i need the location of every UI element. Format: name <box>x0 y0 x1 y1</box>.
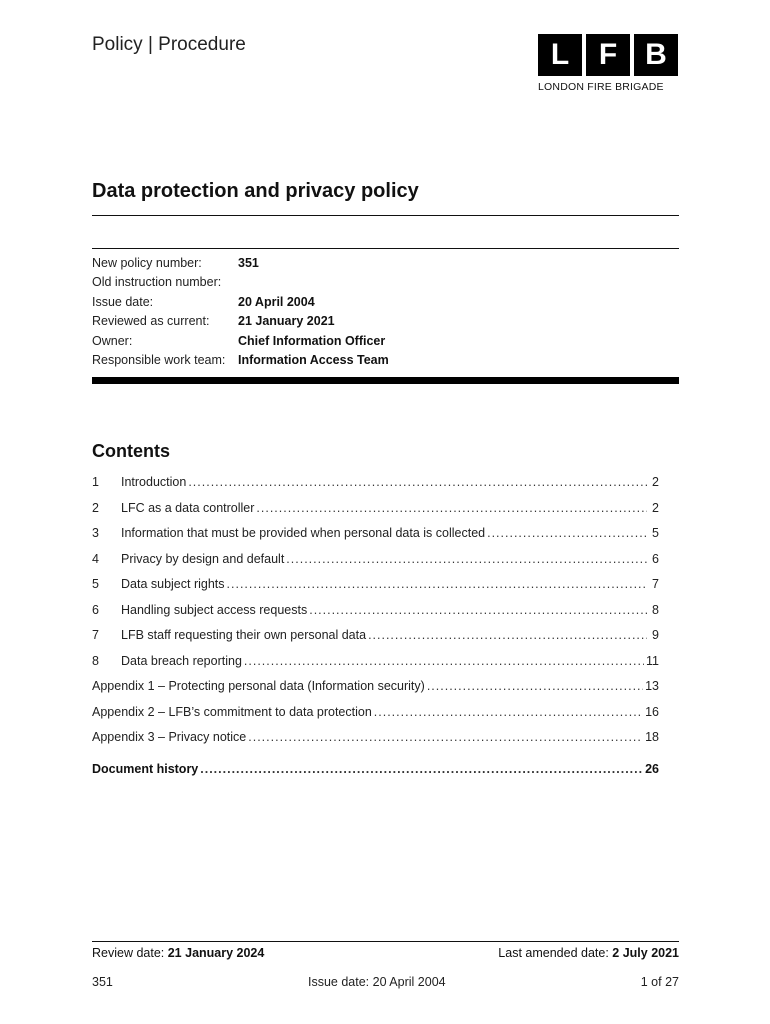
toc-leader <box>374 700 643 726</box>
toc-item[interactable] <box>92 547 659 573</box>
toc-page: 13 <box>645 679 659 693</box>
policy-metadata <box>92 253 679 370</box>
toc-number: 8 <box>92 653 99 668</box>
toc-item-appendix[interactable] <box>92 674 659 700</box>
meta-label: Owner: <box>92 333 133 348</box>
meta-top-divider <box>92 248 679 249</box>
toc-page: 5 <box>652 526 659 540</box>
toc-number: 3 <box>92 526 99 540</box>
toc-number: 6 <box>92 602 99 617</box>
meta-row-work-team <box>92 351 679 371</box>
toc-leader <box>248 725 643 751</box>
table-of-contents <box>92 470 659 782</box>
toc-title: Appendix 1 – Protecting personal data (Information security) <box>92 679 425 693</box>
amended-date <box>498 946 679 960</box>
toc-leader <box>286 547 647 573</box>
meta-row-policy-number <box>92 253 679 273</box>
document-type: Policy | Procedure <box>92 34 246 55</box>
amended-date-label: Last amended date: <box>498 946 613 960</box>
toc-title: Document history <box>92 761 199 776</box>
toc-item[interactable] <box>92 649 659 675</box>
toc-item-document-history[interactable] <box>92 757 659 783</box>
toc-page: 16 <box>645 704 659 719</box>
toc-leader <box>487 521 647 547</box>
meta-row-owner <box>92 331 679 351</box>
toc-number: 5 <box>92 577 99 591</box>
meta-row-old-instruction <box>92 273 679 293</box>
toc-title: Handling subject access requests <box>121 602 308 617</box>
title-divider <box>92 215 679 216</box>
meta-value: 351 <box>238 255 259 270</box>
toc-leader <box>309 598 647 624</box>
toc-item[interactable] <box>92 623 659 649</box>
toc-item[interactable] <box>92 598 659 624</box>
page-number: 1 of 27 <box>640 975 679 989</box>
toc-page: 18 <box>645 730 659 744</box>
meta-label: New policy number: <box>92 255 202 270</box>
toc-leader <box>188 470 647 496</box>
toc-page: 8 <box>652 602 659 617</box>
toc-number: 1 <box>92 475 99 489</box>
toc-leader <box>368 623 647 649</box>
review-date-label: Review date: <box>92 946 168 960</box>
toc-leader <box>427 674 643 700</box>
toc-item-appendix[interactable] <box>92 725 659 751</box>
review-date <box>92 946 264 960</box>
toc-page: 2 <box>652 475 659 489</box>
meta-value: 21 January 2021 <box>238 314 335 329</box>
page-title: Data protection and privacy policy <box>92 180 419 202</box>
toc-page: 11 <box>646 653 659 668</box>
toc-page: 7 <box>652 577 659 591</box>
meta-value: 20 April 2004 <box>238 294 315 309</box>
meta-label: Responsible work team: <box>92 353 226 368</box>
toc-title: Introduction <box>121 475 187 489</box>
logo-letter-l: L <box>538 34 582 76</box>
toc-title: LFB staff requesting their own personal data <box>121 628 367 642</box>
meta-label: Issue date: <box>92 294 154 309</box>
logo-letter-f: F <box>586 34 630 76</box>
logo-subtitle: LONDON FIRE BRIGADE <box>538 81 664 93</box>
meta-label: Old instruction number: <box>92 275 222 290</box>
review-date-value: 21 January 2024 <box>167 946 265 960</box>
meta-bottom-divider <box>92 377 679 384</box>
meta-row-reviewed <box>92 312 679 332</box>
toc-page: 9 <box>652 628 659 642</box>
footer-policy-number: 351 <box>92 975 113 989</box>
footer-issue-date: Issue date: 20 April 2004 <box>308 975 446 989</box>
toc-title: Information that must be provided when personal data is collected <box>121 526 486 540</box>
toc-title: Appendix 2 – LFB’s commitment to data protection <box>92 704 372 719</box>
toc-leader <box>244 649 644 675</box>
footer-divider <box>92 941 679 942</box>
toc-title: Data subject rights <box>121 577 225 591</box>
toc-number: 7 <box>92 628 99 642</box>
footer-info <box>92 975 679 989</box>
toc-page: 2 <box>652 500 659 515</box>
toc-title: Data breach reporting <box>121 653 242 668</box>
logo-letter-b: B <box>634 34 678 76</box>
toc-item[interactable] <box>92 470 659 496</box>
toc-number: 2 <box>92 500 99 515</box>
toc-title: Privacy by design and default <box>121 551 285 566</box>
toc-page: 6 <box>652 551 659 566</box>
toc-item[interactable] <box>92 572 659 598</box>
toc-title: LFC as a data controller <box>121 500 255 515</box>
toc-item[interactable] <box>92 496 659 522</box>
meta-row-issue-date <box>92 292 679 312</box>
toc-title: Appendix 3 – Privacy notice <box>92 730 247 744</box>
meta-label: Reviewed as current: <box>92 314 210 329</box>
toc-leader <box>227 572 647 598</box>
meta-value: Information Access Team <box>238 353 389 368</box>
toc-leader <box>200 757 643 783</box>
toc-leader <box>256 496 647 522</box>
logo-letters <box>538 34 680 76</box>
footer-dates <box>92 946 679 960</box>
lfb-logo <box>538 34 680 93</box>
amended-date-value: 2 July 2021 <box>612 946 679 960</box>
meta-value: Chief Information Officer <box>238 333 386 348</box>
toc-page: 26 <box>645 761 659 776</box>
toc-number: 4 <box>92 551 99 566</box>
toc-item[interactable] <box>92 521 659 547</box>
contents-heading: Contents <box>92 441 170 461</box>
toc-item-appendix[interactable] <box>92 700 659 726</box>
